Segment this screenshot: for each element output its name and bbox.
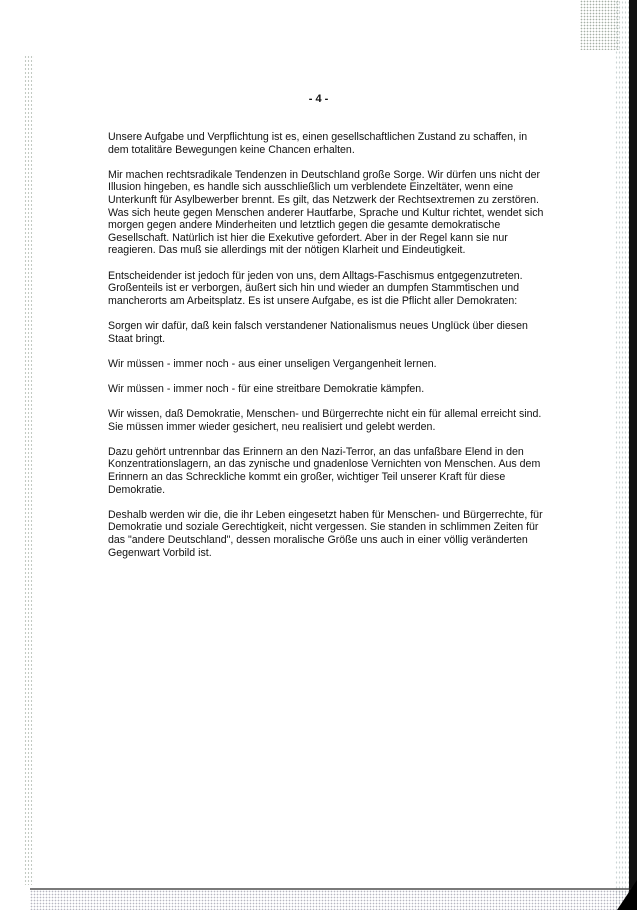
paragraph: Wir müssen - immer noch - für eine streitbare Demokratie kämpfen. — [108, 382, 425, 395]
scan-artifact-bottom — [30, 888, 637, 910]
scan-artifact-left — [24, 55, 34, 885]
paragraph: Dazu gehört untrennbar das Erinnern an den Nazi-Terror, an das unfaßbare Elend in den Konzentrationslagern, an das zynische und gnadenlose Vernichten von Menschen. Aus dem Erinnern an das Schreckliche kommt ein großer, wichtiger Teil unserer Kraft für diese Demokratie. — [108, 445, 541, 496]
scan-corner — [617, 880, 637, 910]
page-number: - 4 - — [308, 93, 329, 105]
paragraph: Unsere Aufgabe und Verpflichtung ist es, einen gesellschaftlichen Zustand zu schaffen, in dem totalitäre Bewegungen keine Chancen erhalten. — [108, 131, 528, 156]
paragraph: Wir müssen - immer noch - aus einer unseligen Vergangenheit lernen. — [108, 357, 437, 370]
paragraph: Sorgen wir dafür, daß kein falsch verstandener Nationalismus neues Unglück über diesen Staat bringt. — [108, 319, 528, 345]
paragraph: Mir machen rechtsradikale Tendenzen in Deutschland große Sorge. Wir dürfen uns nicht der Illusion hingeben, es handle sich ausschließlich um verblendete Einzeltäter, wenn eine Unterkunft für Asylbewerber brennt. Es gilt, das Netzwerk der Rechtsextremen zu zerstören. Was sich heute gegen Menschen anderer Hautfarbe, Sprache und Kultur richtet, wendet sich morgen gegen andere Minderheiten und letztlich gegen die gesamte demokratische Gesellschaft. Natürlich ist hier die Exekutive gefordert. Aber in der Regel kann sie nur reagieren. Das muß sie allerdings mit der nötigen Klarheit und Eindeutigkeit. — [108, 168, 544, 257]
scan-border-right — [629, 0, 637, 910]
document-body — [108, 131, 548, 572]
paragraph: Deshalb werden wir die, die ihr Leben eingesetzt haben für Menschen- und Bürgerrechte, für Demokratie und soziale Gerechtigkeit, nicht vergessen. Sie standen in schlimmen Zeiten für das "andere Deutschland", dessen moralische Größe uns auch in einer völlig veränderten Gegenwart Vorbild ist. — [108, 508, 543, 559]
paragraph: Wir wissen, daß Demokratie, Menschen- und Bürgerrechte nicht ein für allemal erreicht sind. Sie müssen immer wieder gesichert, neu realisiert und gelebt werden. — [108, 408, 542, 433]
scan-artifact-right-speckle — [615, 0, 629, 910]
scan-artifact-top-right — [580, 0, 620, 50]
paragraph: Entscheidender ist jedoch für jeden von uns, dem Alltags-Faschismus entgegenzutreten. Großenteils ist er verborgen, äußert sich hin und wieder an dumpfen Stammtischen und mancherorts am Arbeitsplatz. Es ist unsere Aufgabe, es ist die Pflicht aller Demokraten: — [108, 269, 523, 307]
